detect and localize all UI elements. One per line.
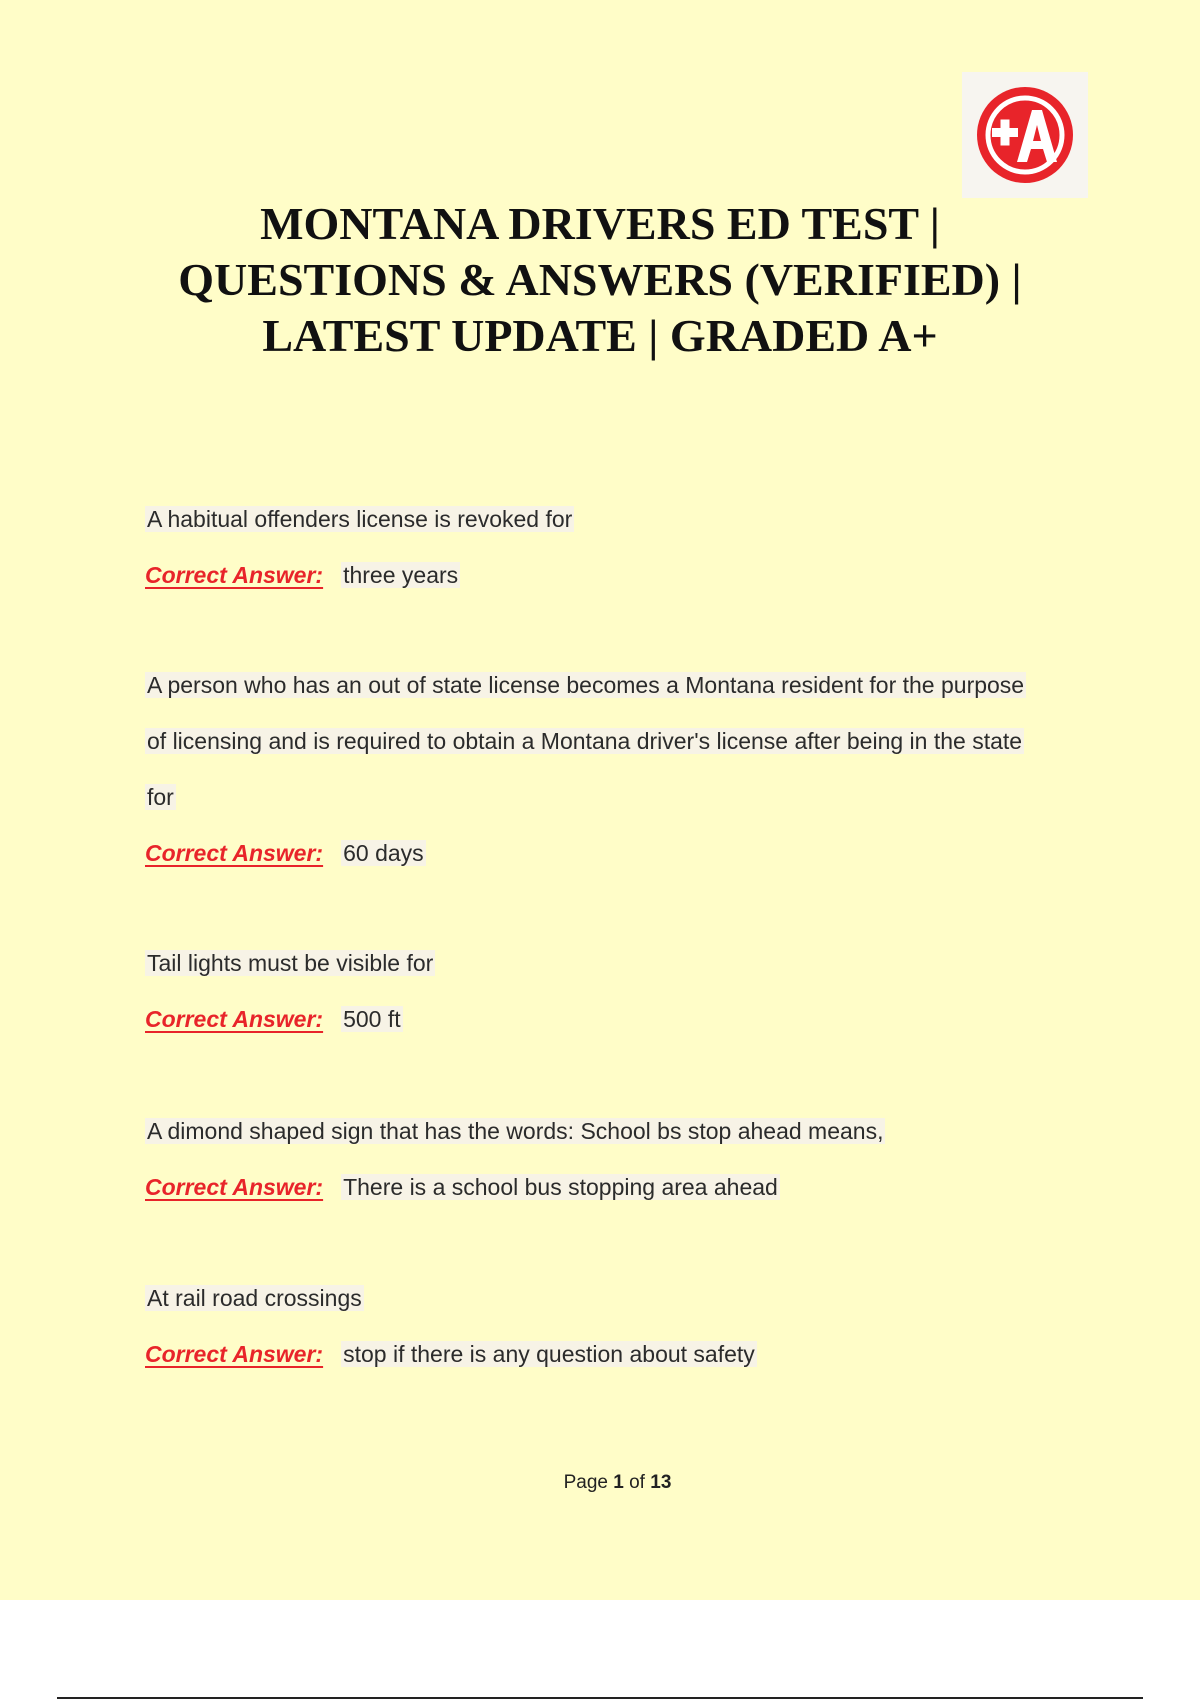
correct-answer-label: Correct Answer: (145, 1006, 324, 1032)
page-number (0, 1472, 1200, 1494)
qa-item-2 (145, 664, 1085, 888)
answer-text: There is a school bus stopping area ahead (343, 1174, 778, 1200)
bottom-divider (57, 1697, 1143, 1699)
total-pages: 13 (650, 1472, 672, 1493)
qa-item-3 (145, 942, 1085, 1054)
question-text-line: of licensing and is required to obtain a Montana driver's license after being in the state (147, 728, 1023, 754)
correct-answer-label: Correct Answer: (145, 1341, 324, 1367)
correct-answer-label: Correct Answer: (145, 840, 324, 866)
question-text-line: for (147, 784, 174, 810)
answer-row (145, 1166, 1085, 1222)
answer-text: 500 ft (343, 1006, 401, 1032)
current-page: 1 (613, 1472, 624, 1493)
correct-answer-label: Correct Answer: (145, 562, 324, 588)
answer-text: stop if there is any question about safety (343, 1341, 755, 1367)
question-text: At rail road crossings (147, 1285, 362, 1311)
qa-item-1 (145, 498, 1085, 610)
qa-item-5 (145, 1277, 1085, 1389)
question-text: A habitual offenders license is revoked for (147, 506, 573, 532)
answer-text: three years (343, 562, 459, 588)
answer-text: 60 days (343, 840, 424, 866)
page-prefix: Page (563, 1472, 608, 1493)
title-line-3: LATEST UPDATE | GRADED A+ (262, 310, 938, 361)
answer-row (145, 554, 1085, 610)
answer-row (145, 1333, 1085, 1389)
qa-item-4 (145, 1110, 1085, 1222)
answer-row (145, 998, 1085, 1054)
page-sep: of (629, 1472, 645, 1493)
grade-logo-icon (962, 72, 1088, 198)
question-text: Tail lights must be visible for (147, 950, 434, 976)
document-title (100, 196, 1100, 364)
title-line-2: QUESTIONS & ANSWERS (VERIFIED) | (178, 254, 1022, 305)
question-text: A dimond shaped sign that has the words: School bs stop ahead means, (147, 1118, 884, 1144)
answer-row (145, 832, 1085, 888)
question-text-line: A person who has an out of state license becomes a Montana resident for the purpose (147, 672, 1025, 698)
title-line-1: MONTANA DRIVERS ED TEST | (260, 198, 940, 249)
correct-answer-label: Correct Answer: (145, 1174, 324, 1200)
